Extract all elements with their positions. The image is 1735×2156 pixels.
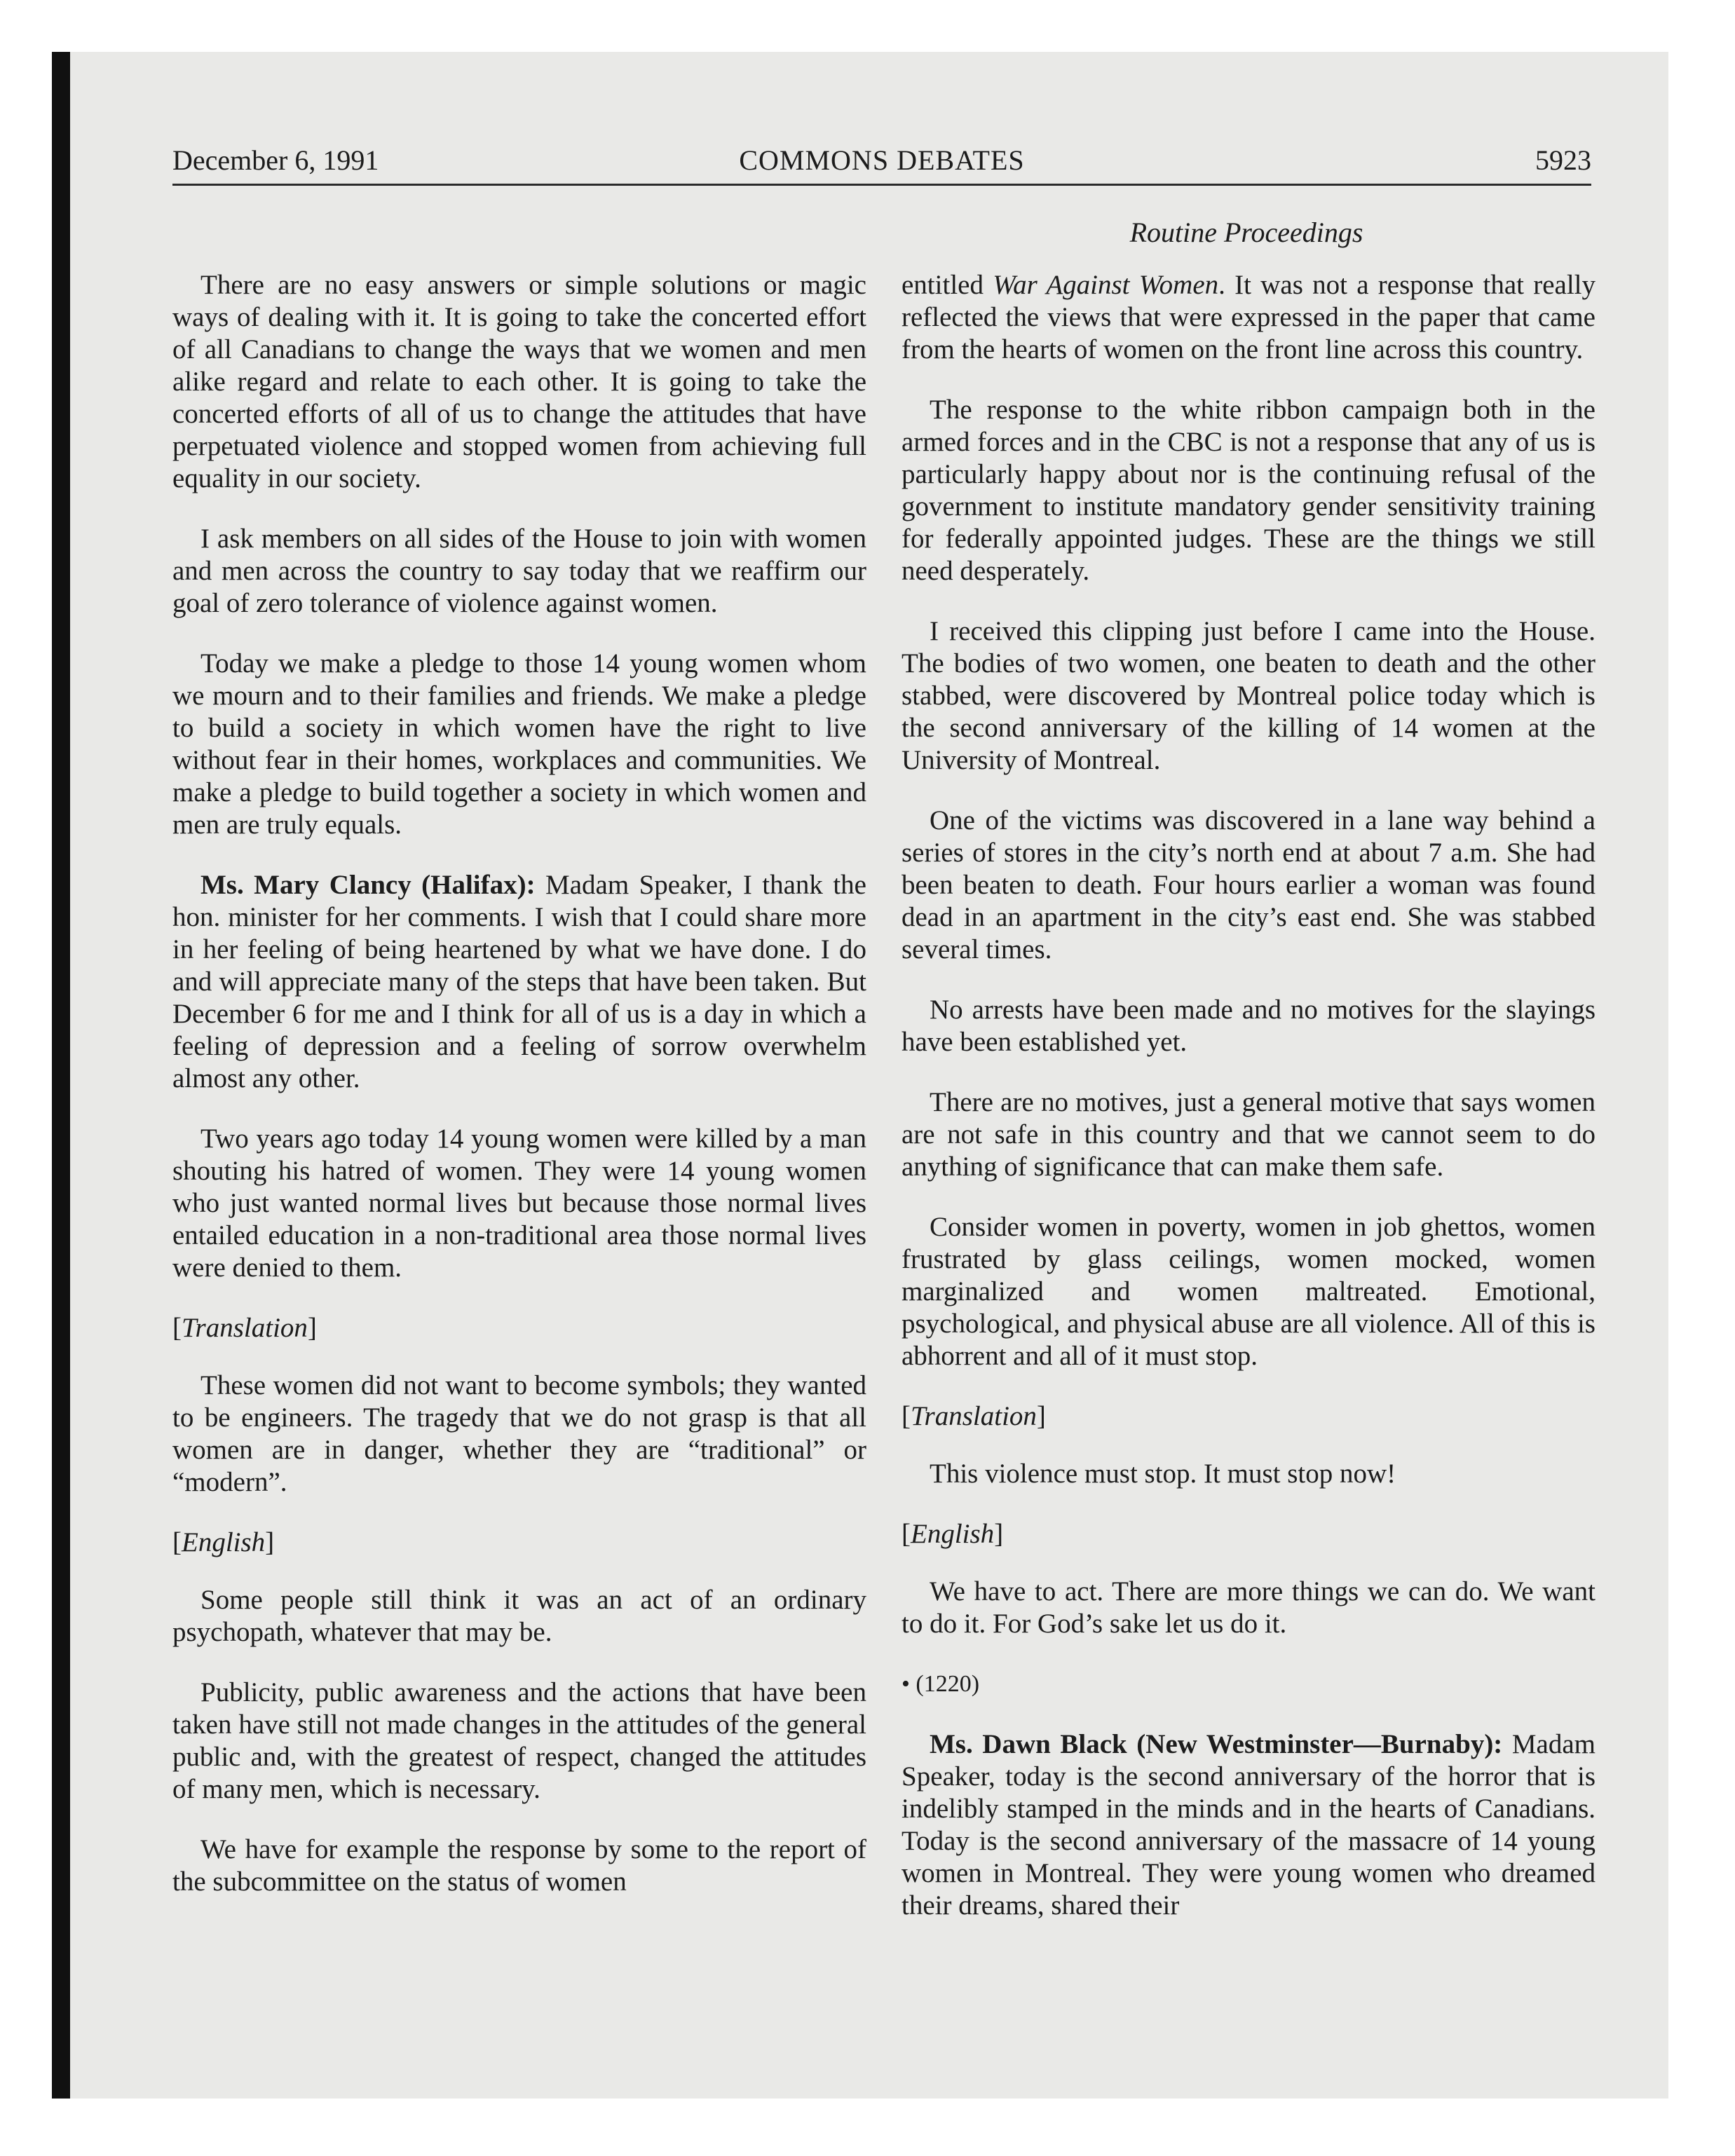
- right-column: [901, 269, 1595, 1950]
- paragraph: Today we make a pledge to those 14 young women whom we mourn and to their families and friends. We make a pledge to build a society in which women have the right to live without fear in their homes, workplaces and communities. We make a pledge to build together a society in which women and men are truly equals.: [172, 648, 866, 840]
- paragraph: [901, 269, 1595, 366]
- paragraph: This violence must stop. It must stop now!: [930, 1459, 1396, 1489]
- time-marker: • (1220): [901, 1671, 980, 1697]
- running-head: [172, 140, 1591, 186]
- section-title: Routine Proceedings: [1129, 217, 1363, 248]
- text-run: entitled: [901, 270, 993, 300]
- header-title: COMMONS DEBATES: [739, 144, 1025, 176]
- header-date: December 6, 1991: [172, 144, 379, 176]
- speaker-name: Ms. Dawn Black (New Westminster—Burnaby):: [930, 1729, 1503, 1759]
- paragraph: No arrests have been made and no motives for the slayings have been established yet.: [901, 995, 1595, 1057]
- paragraph: I ask members on all sides of the House to join with women and men across the country to say today that we reaffirm our goal of zero tolerance of violence against women.: [172, 524, 866, 618]
- paragraph: These women did not want to become symbols; they wanted to be engineers. The tragedy that we do not grasp is that all women are in danger, whether they are “traditional” or “modern”.: [172, 1370, 866, 1497]
- language-label: Translation: [911, 1401, 1037, 1431]
- paragraph: Two years ago today 14 young women were killed by a man shouting his hatred of women. They were 14 young women who just wanted normal lives but because those normal lives entailed education in a non-traditional area those normal lives were denied to them.: [172, 1124, 866, 1283]
- speech-text: Madam Speaker, I thank the hon. minister for her comments. I wish that I could share more in her feeling of being heartened by what we have done. I do and will appreciate many of the steps that have been taken. But December 6 for me and I think for all of us is a day in which a feeling of depression and a feeling of sorrow overwhelm almost any other.: [172, 870, 866, 1093]
- language-label: Translation: [182, 1313, 308, 1343]
- paragraph: [901, 1728, 1595, 1922]
- paragraph: [172, 869, 866, 1095]
- left-column: [172, 269, 866, 1926]
- language-marker: [English]: [901, 1519, 1004, 1549]
- language-marker: [Translation]: [172, 1313, 317, 1343]
- language-marker: [Translation]: [901, 1401, 1046, 1431]
- language-label: English: [911, 1519, 995, 1549]
- paragraph: Some people still think it was an act of an ordinary psychopath, whatever that may be.: [172, 1585, 866, 1647]
- paragraph: The response to the white ribbon campaign both in the armed forces and in the CBC is not a response that any of us is particularly happy about nor is the continuing refusal of the government to institute mandatory gender sensitivity training for federally appointed judges. These are the things we still need desperately.: [901, 395, 1595, 586]
- text-run: . It was not a response that really reflected the views that were expressed in the paper that came from the hearts of women on the front line across this country.: [901, 270, 1595, 364]
- scan-edge: [52, 52, 70, 2099]
- paragraph: Consider women in poverty, women in job ghettos, women frustrated by glass ceilings, women mocked, women marginalized and women maltreated. Emotional, psychological, and physical abuse are all violence. All of this is abhorrent and all of it must stop.: [901, 1212, 1595, 1371]
- speaker-name: Ms. Mary Clancy (Halifax):: [200, 870, 536, 900]
- paragraph: I received this clipping just before I came into the House. The bodies of two women, one beaten to death and the other stabbed, were discovered by Montreal police today which is the second anniversary of the killing of 14 women at the University of Montreal.: [901, 616, 1595, 775]
- language-marker: [English]: [172, 1527, 275, 1557]
- paragraph: There are no motives, just a general motive that says women are not safe in this country and that we cannot seem to do anything of significance that can make them safe.: [901, 1087, 1595, 1182]
- speech-text: Madam Speaker, today is the second anniversary of the horror that is indelibly stamped in the minds and in the hearts of Canadians. Today is the second anniversary of the massacre of 14 young women in Montreal. They were young women who dreamed their dreams, shared their: [901, 1729, 1595, 1920]
- report-title: War Against Women: [993, 270, 1219, 300]
- paragraph: There are no easy answers or simple solutions or magic ways of dealing with it. It is going to take the concerted effort of all Canadians to change the ways that we women and men alike regard and relate to each other. It is going to take the concerted efforts of all of us to change the attitudes that have perpetuated violence and stopped women from achieving full equality in our society.: [172, 270, 866, 493]
- paragraph: We have for example the response by some to the report of the subcommittee on the status of women: [172, 1834, 866, 1897]
- paragraph: One of the victims was discovered in a lane way behind a series of stores in the city’s north end at about 7 a.m. She had been beaten to death. Four hours earlier a woman was found dead in an apartment in the city’s east end. She was stabbed several times.: [901, 805, 1595, 964]
- page-number: 5923: [1535, 144, 1591, 176]
- language-label: English: [182, 1527, 266, 1557]
- paragraph: We have to act. There are more things we can do. We want to do it. For God’s sake let us do it.: [901, 1576, 1595, 1639]
- paragraph: Publicity, public awareness and the actions that have been taken have still not made changes in the attitudes of the general public and, with the greatest of respect, changed the attitudes of many men, which is necessary.: [172, 1677, 866, 1804]
